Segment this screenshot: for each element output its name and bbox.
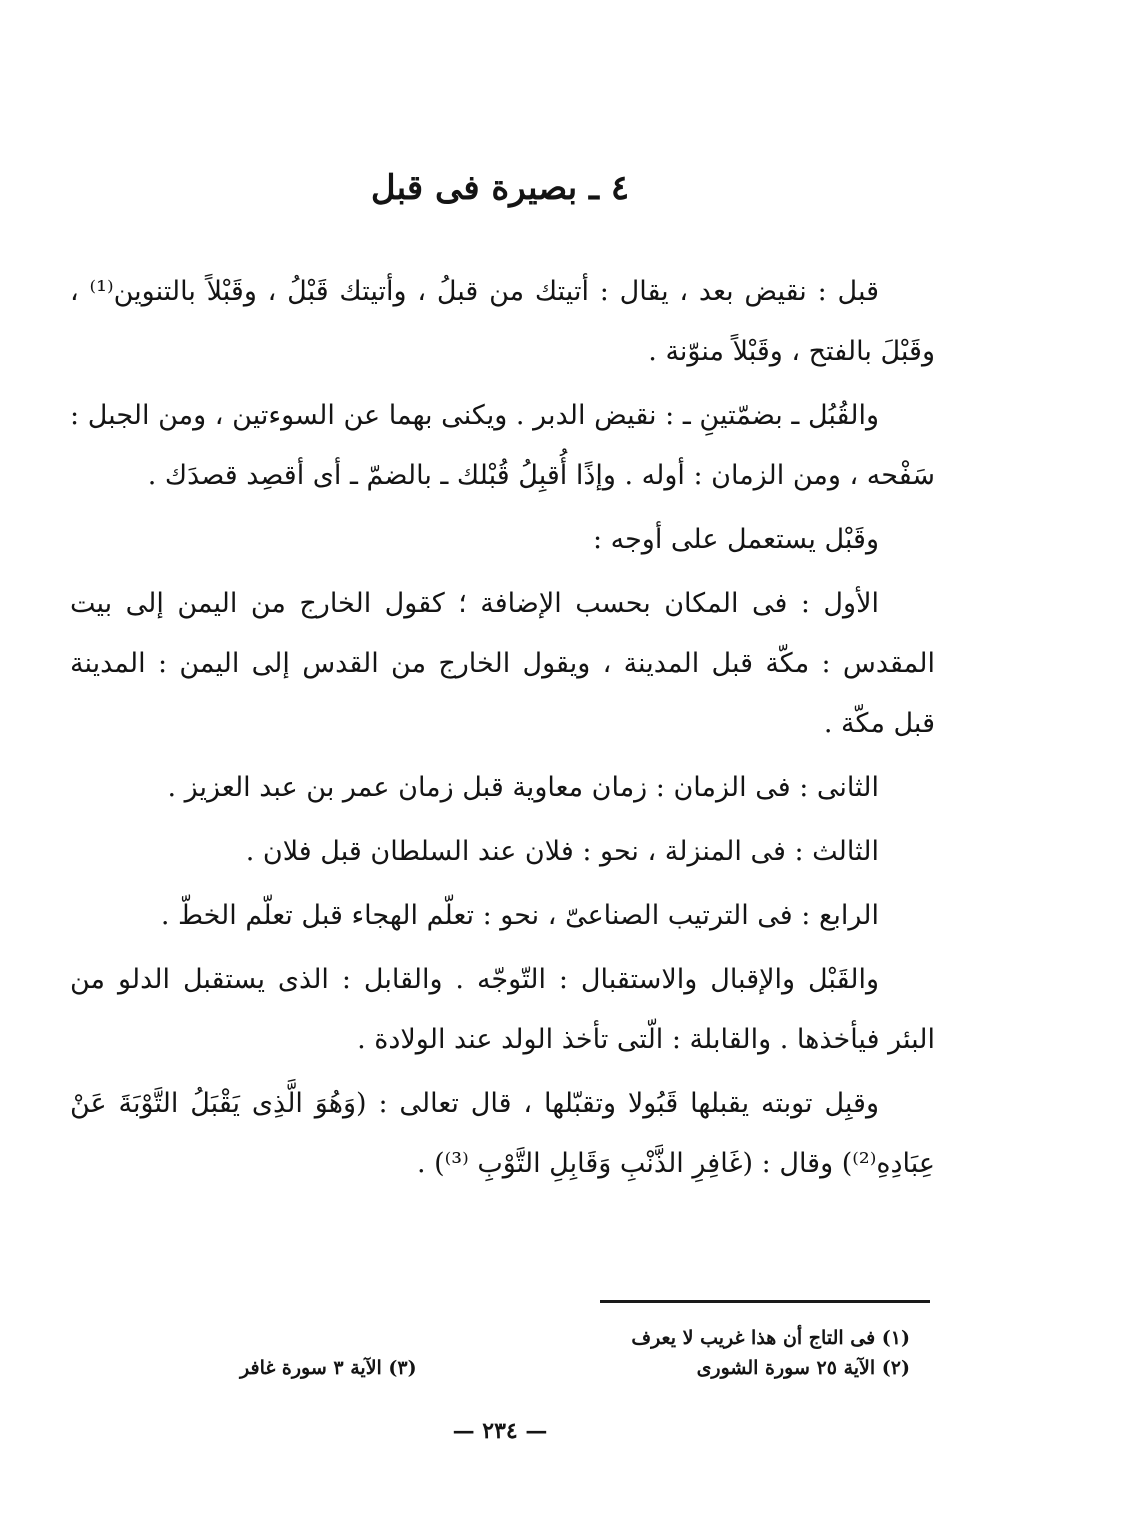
footnote-row bbox=[240, 1323, 910, 1353]
footnote-row bbox=[240, 1353, 910, 1383]
chapter-heading: ٤ ـ بصيرة فى قبل bbox=[370, 168, 630, 208]
paragraph: الثانى : فى الزمان : زمان معاوية قبل زمان عمر بن عبد العزيز . bbox=[167, 772, 879, 803]
page-number: — ٢٣٤ — bbox=[452, 1418, 548, 1444]
body-text bbox=[70, 262, 935, 1198]
paragraph: والقُبُل ـ بضمّتينِ ـ : نقيض الدبر . ويكنى بهما عن السوءتين ، ومن الجبل : سَفْحه ، ومن الزمان : أوله . وإذًا أُقبِلُ قُبْلك ـ بالضمّ ـ أى أقصِد قصدَك . bbox=[70, 400, 935, 491]
paragraph: وقبِل توبته يقبلها قَبُولا وتقبّلها ، قال تعالى : (وَهُوَ الَّذِى يَقْبَلُ التَّوْبَةَ عَنْ عِبَادِهِ⁽²⁾) وقال : (غَافِرِ الذَّنْبِ وَقَابِلِ التَّوْبِ ⁽³⁾) . bbox=[70, 1088, 935, 1179]
footnote-separator bbox=[600, 1300, 930, 1303]
footnote-1: (١) فى التاج أن هذا غريب لا يعرف bbox=[631, 1327, 910, 1349]
paragraph: وقَبْل يستعمل على أوجه : bbox=[592, 524, 879, 555]
footnote-3: (٣) الآية ٣ سورة غافر bbox=[240, 1357, 417, 1379]
paragraph: الرابع : فى الترتيب الصناعىّ ، نحو : تعلّم الهجاء قبل تعلّم الخطّ . bbox=[160, 900, 879, 931]
paragraph: الأول : فى المكان بحسب الإضافة ؛ كقول الخارج من اليمن إلى بيت المقدس : مكّة قبل المدينة ، ويقول الخارج من القدس إلى اليمن : المدينة قبل مكّة . bbox=[70, 588, 935, 739]
paragraph: قبل : نقيض بعد ، يقال : أتيتك من قبلُ ، وأتيتك قَبْلُ ، وقَبْلاً بالتنوين⁽¹⁾ ، وقَبْلَ بالفتح ، وقَبْلاً منوّنة . bbox=[70, 276, 935, 367]
paragraph: والقَبْل والإقبال والاستقبال : التّوجّه . والقابل : الذى يستقبل الدلو من البئر فيأخذها . والقابلة : الّتى تأخذ الولد عند الولادة . bbox=[70, 964, 935, 1055]
paragraph: الثالث : فى المنزلة ، نحو : فلان عند السلطان قبل فلان . bbox=[245, 836, 879, 867]
footnotes bbox=[240, 1323, 910, 1383]
footnote-2: (٢) الآية ٢٥ سورة الشورى bbox=[696, 1357, 910, 1379]
